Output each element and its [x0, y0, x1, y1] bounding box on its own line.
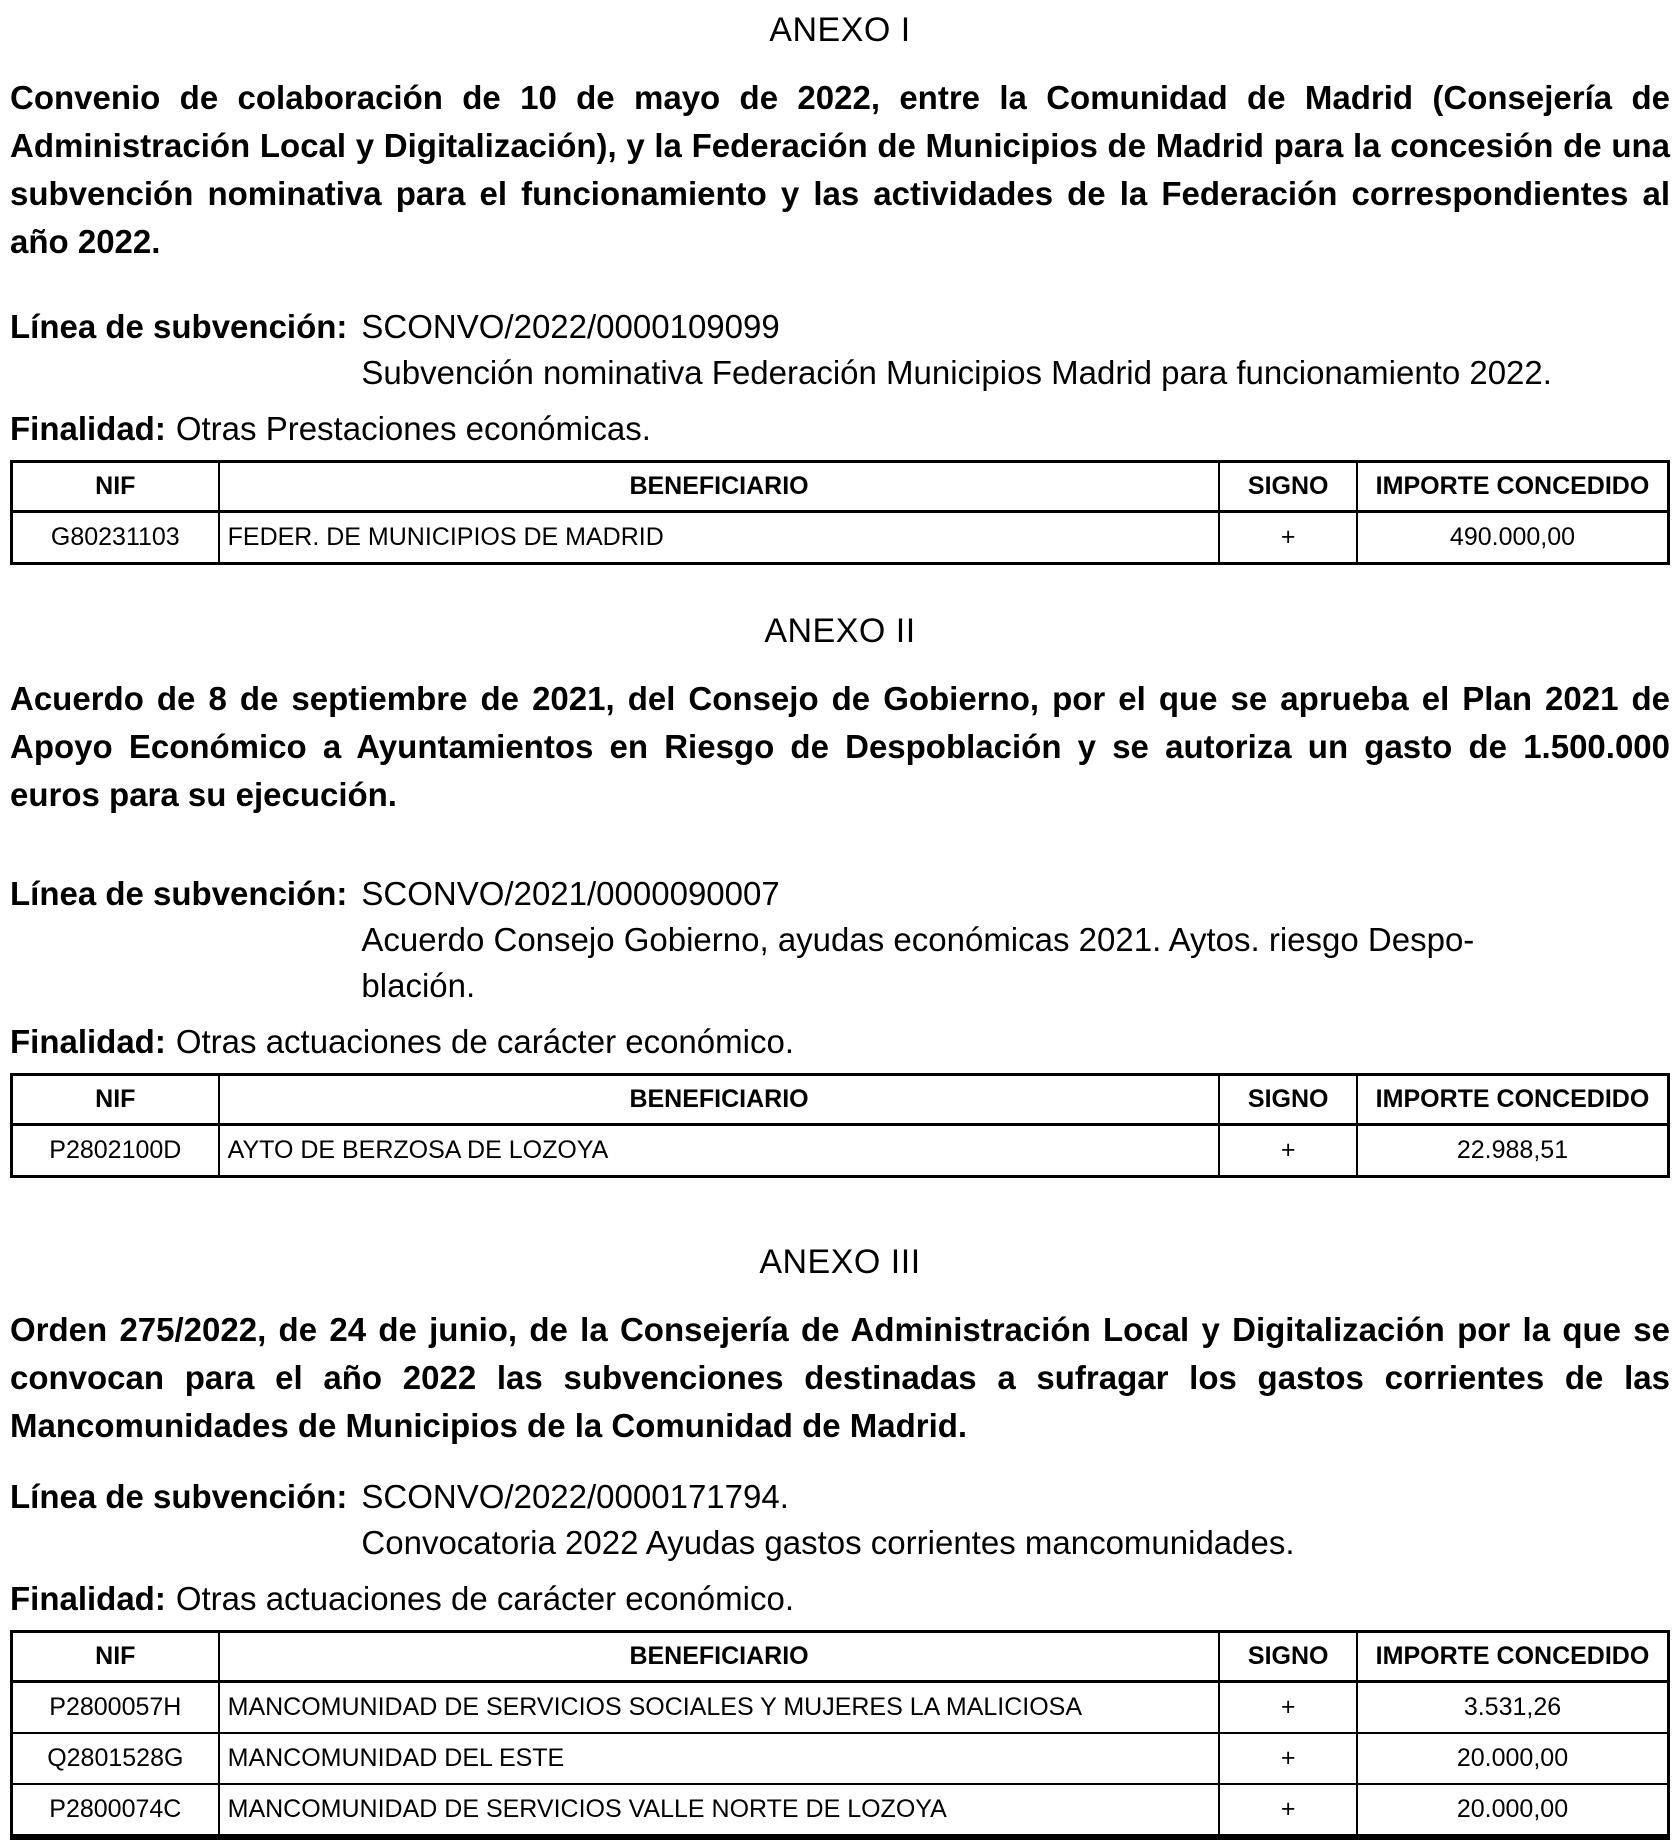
importe-cell: 22.988,51: [1357, 1125, 1669, 1177]
beneficiario-cell: MANCOMUNIDAD DE SERVICIOS VALLE NORTE DE LOZOYA: [219, 1784, 1220, 1837]
table-header-row: [12, 462, 1669, 512]
linea-subvencion-label: Línea de subvención:: [10, 308, 348, 345]
linea-descripcion: Acuerdo Consejo Gobierno, ayudas económicas 2021. Aytos. riesgo Despo-: [361, 921, 1475, 958]
anexo-iii-section: [10, 1242, 1670, 1840]
linea-subvencion-block-3: [10, 1474, 1670, 1566]
table-header-row: [12, 1075, 1669, 1125]
linea-descripcion-cont: blación.: [361, 967, 476, 1004]
col-header-nif: NIF: [12, 1075, 219, 1125]
table-header-row: [12, 1632, 1669, 1682]
signo-cell: +: [1219, 1784, 1357, 1837]
linea-subvencion-label: Línea de subvención:: [10, 1478, 348, 1515]
linea-subvencion-lines: [361, 871, 1670, 1009]
nif-cell: P2800057H: [12, 1682, 219, 1734]
col-header-beneficiario: BENEFICIARIO: [219, 1075, 1220, 1125]
beneficiario-cell: MANCOMUNIDAD DEL ESTE: [219, 1733, 1220, 1784]
finalidad-value: Otras actuaciones de carácter económico.: [175, 1023, 794, 1060]
col-header-importe: IMPORTE CONCEDIDO: [1357, 462, 1669, 512]
col-header-signo: SIGNO: [1219, 1632, 1357, 1682]
importe-cell: 3.531,26: [1357, 1682, 1669, 1734]
importe-cell: 20.000,00: [1357, 1733, 1669, 1784]
convenio-paragraph: Convenio de colaboración de 10 de mayo de 2022, entre la Comunidad de Madrid (Consejería de Administración Local y Digitalización), y la Federación de Municipios de Madrid para la concesión de una subvención nominativa para el funcionamiento y las actividades de la Federación correspondientes al año 2022.: [10, 79, 1670, 260]
beneficiario-cell: MANCOMUNIDAD DE SERVICIOS SOCIALES Y MUJERES LA MALICIOSA: [219, 1682, 1220, 1734]
finalidad-block-1: [10, 406, 1670, 451]
linea-codigo: SCONVO/2022/0000171794.: [361, 1478, 789, 1515]
col-header-beneficiario: BENEFICIARIO: [219, 1632, 1220, 1682]
nif-cell: Q2801528G: [12, 1733, 219, 1784]
signo-cell: +: [1219, 512, 1357, 564]
beneficiario-cell: FEDER. DE MUNICIPIOS DE MADRID: [219, 512, 1220, 564]
acuerdo-paragraph: Acuerdo de 8 de septiembre de 2021, del Consejo de Gobierno, por el que se aprueba el Plan 2021 de Apoyo Económico a Ayuntamientos en Riesgo de Despoblación y se autoriza un gasto de 1.500.000 euros para su ejecución.: [10, 680, 1670, 813]
linea-subvencion-block-2: [10, 871, 1670, 1009]
linea-descripcion: Subvención nominativa Federación Municipios Madrid para funcionamiento 2022.: [361, 354, 1552, 391]
beneficiarios-table-3: [10, 1630, 1670, 1840]
nif-cell: P2802100D: [12, 1125, 219, 1177]
importe-cell: 20.000,00: [1357, 1784, 1669, 1837]
beneficiario-cell: AYTO DE BERZOSA DE LOZOYA: [219, 1125, 1220, 1177]
table-row: [12, 1733, 1669, 1784]
signo-cell: +: [1219, 1125, 1357, 1177]
finalidad-label: Finalidad:: [10, 1023, 166, 1060]
signo-cell: +: [1219, 1682, 1357, 1734]
table-row: [12, 512, 1669, 564]
table-row: [12, 1784, 1669, 1837]
finalidad-block-2: [10, 1019, 1670, 1064]
importe-cell: 490.000,00: [1357, 512, 1669, 564]
signo-cell: +: [1219, 1733, 1357, 1784]
beneficiarios-table-2: [10, 1073, 1670, 1178]
finalidad-value: Otras actuaciones de carácter económico.: [175, 1580, 794, 1617]
finalidad-value: Otras Prestaciones económicas.: [175, 410, 651, 447]
col-header-importe: IMPORTE CONCEDIDO: [1357, 1632, 1669, 1682]
linea-subvencion-lines: [361, 304, 1670, 396]
finalidad-label: Finalidad:: [10, 1580, 166, 1617]
beneficiarios-table-1: [10, 460, 1670, 565]
col-header-nif: NIF: [12, 1632, 219, 1682]
finalidad-block-3: [10, 1576, 1670, 1621]
col-header-signo: SIGNO: [1219, 1075, 1357, 1125]
anexo-ii-section: [10, 611, 1670, 1178]
linea-codigo: SCONVO/2021/0000090007: [361, 875, 780, 912]
anexo-ii-heading: ANEXO II: [764, 612, 916, 650]
col-header-nif: NIF: [12, 462, 219, 512]
table-row: [12, 1682, 1669, 1734]
linea-descripcion: Convocatoria 2022 Ayudas gastos corrientes mancomunidades.: [361, 1524, 1295, 1561]
anexo-i-section: [10, 10, 1670, 565]
table-row: [12, 1125, 1669, 1177]
col-header-beneficiario: BENEFICIARIO: [219, 462, 1220, 512]
anexo-iii-heading: ANEXO III: [759, 1243, 921, 1281]
col-header-signo: SIGNO: [1219, 462, 1357, 512]
linea-subvencion-label: Línea de subvención:: [10, 875, 348, 912]
nif-cell: G80231103: [12, 512, 219, 564]
col-header-importe: IMPORTE CONCEDIDO: [1357, 1075, 1669, 1125]
linea-subvencion-block-1: [10, 304, 1670, 396]
orden-paragraph: Orden 275/2022, de 24 de junio, de la Consejería de Administración Local y Digitalización por la que se convocan para el año 2022 las subvenciones destinadas a sufragar los gastos corrientes de las Mancomunidades de Municipios de la Comunidad de Madrid.: [10, 1311, 1670, 1444]
nif-cell: P2800074C: [12, 1784, 219, 1837]
finalidad-label: Finalidad:: [10, 410, 166, 447]
linea-subvencion-lines: [361, 1474, 1670, 1566]
anexo-i-heading: ANEXO I: [769, 11, 911, 49]
linea-codigo: SCONVO/2022/0000109099: [361, 308, 780, 345]
